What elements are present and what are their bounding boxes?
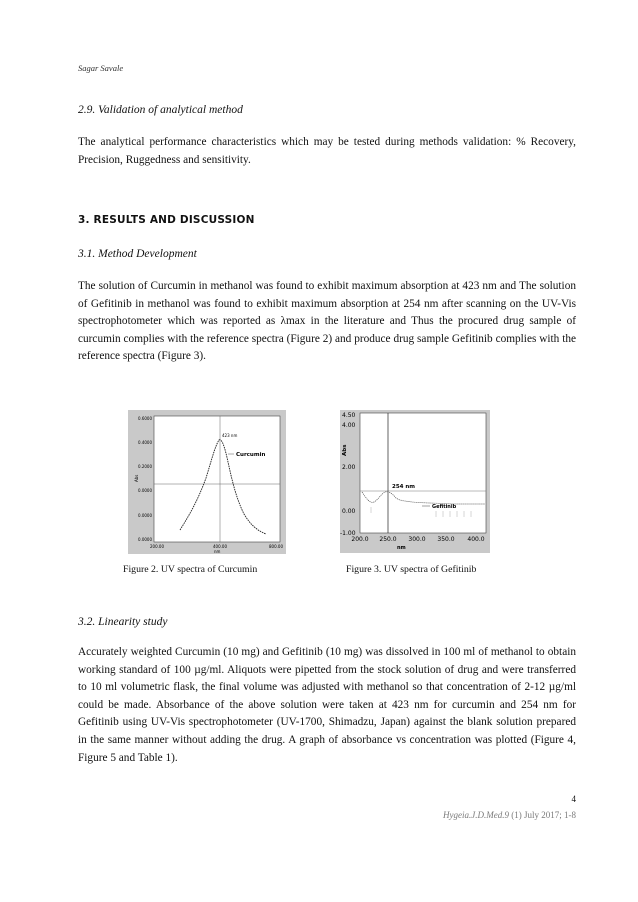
section-3-1-body: The solution of Curcumin in methanol was found to exhibit maximum absorption at 423 nm and The solution of Gefitinib in methanol was found to exhibit maximum absorption at 254 nm after scanning on the UV-Vis spectrophotometer which was reported as λmax in the literature and Thus the procured drug sample of curcumin complies with the reference spectra (Figure 2) and produce drug sample Gefitinib complies with the reference spectra (Figure 3).: [78, 280, 576, 363]
fig2-ytick: 0.0000: [138, 513, 152, 518]
fig3-xlabel: nm: [397, 545, 406, 551]
figure-3-plot: [340, 410, 490, 553]
fig3-ytick: 0.00: [342, 508, 356, 515]
fig3-xtick: 400.0: [467, 536, 485, 543]
fig2-ytick: 0.6000: [138, 416, 152, 421]
running-header-author: Sagar Savale: [78, 63, 124, 73]
journal-name: Hygeia.J.D.Med.9: [443, 810, 509, 820]
fig3-ytick: -1.00: [340, 530, 356, 537]
fig2-ytick: 0.0000: [138, 537, 152, 542]
fig2-ytick: 0.2000: [138, 464, 152, 469]
section-3-2-body: Accurately weighted Curcumin (10 mg) and Gefitinib (10 mg) was dissolved in 100 ml of methanol to obtain working standard of 100 µg/ml. Aliquots were pipetted from the stock solution of drug and were transferred to 10 ml volumetric flask, the final volume was adjusted with methanol so that concentration of 2-12 µg/ml could be made. Absorbance of the above solution were taken at 423 nm for curcumin and 254 nm for Gefitinib using UV-Vis spectrophotometer (UV-1700, Shimadzu, Japan) against the blank solution prepared in the same manner without adding the drug. A graph of absorbance vs concentration was plotted (Figure 4, Figure 5 and Table 1).: [78, 646, 576, 764]
section-2-9-body: The analytical performance characteristics which may be tested during methods validation: % Recovery, Precision, Ruggedness and sensitivity.: [78, 136, 576, 166]
fig3-peak-label: 254 nm: [392, 484, 416, 490]
section-3-2-title: 3.2. Linearity study: [78, 616, 168, 628]
page-number: 4: [571, 794, 576, 804]
fig3-ytick: 4.50: [342, 412, 356, 419]
section-3-heading: 3. RESULTS AND DISCUSSION: [78, 214, 255, 226]
figure-2-plot: [128, 410, 286, 554]
journal-citation: [340, 810, 576, 820]
fig2-ytick: 0.4000: [138, 440, 152, 445]
figure-2-caption: Figure 2. UV spectra of Curcumin: [123, 564, 258, 575]
fig3-xtick: 200.0: [351, 536, 369, 543]
fig3-xtick: 300.0: [408, 536, 426, 543]
section-3-1-title: 3.1. Method Development: [78, 248, 197, 260]
fig2-ylabel: Abs: [134, 474, 139, 482]
fig2-xtick: 800.00: [269, 544, 283, 549]
citation-details: (1) July 2017; 1-8: [509, 810, 576, 820]
fig2-xlabel: nm: [214, 549, 221, 554]
fig3-ytick: 4.00: [342, 422, 356, 429]
fig2-xtick: 200.00: [150, 544, 164, 549]
fig2-ytick: 0.0000: [138, 488, 152, 493]
figure-3-caption: Figure 3. UV spectra of Gefitinib: [346, 564, 477, 575]
section-2-9-title: 2.9. Validation of analytical method: [78, 104, 243, 116]
fig3-legend: Gefitinib: [432, 504, 457, 510]
fig3-xtick: 350.0: [437, 536, 455, 543]
fig2-peak-label: 423 nm: [222, 433, 238, 438]
fig2-legend: Curcumin: [236, 452, 266, 458]
fig2-xtick: 400.00: [213, 544, 227, 549]
figure-2-curcumin-spectrum: [128, 410, 286, 554]
figure-3-gefitinib-spectrum: [340, 410, 490, 553]
fig3-ylabel: Abs: [342, 444, 348, 456]
fig3-ytick: 2.00: [342, 464, 356, 471]
fig3-xtick: 250.0: [379, 536, 397, 543]
